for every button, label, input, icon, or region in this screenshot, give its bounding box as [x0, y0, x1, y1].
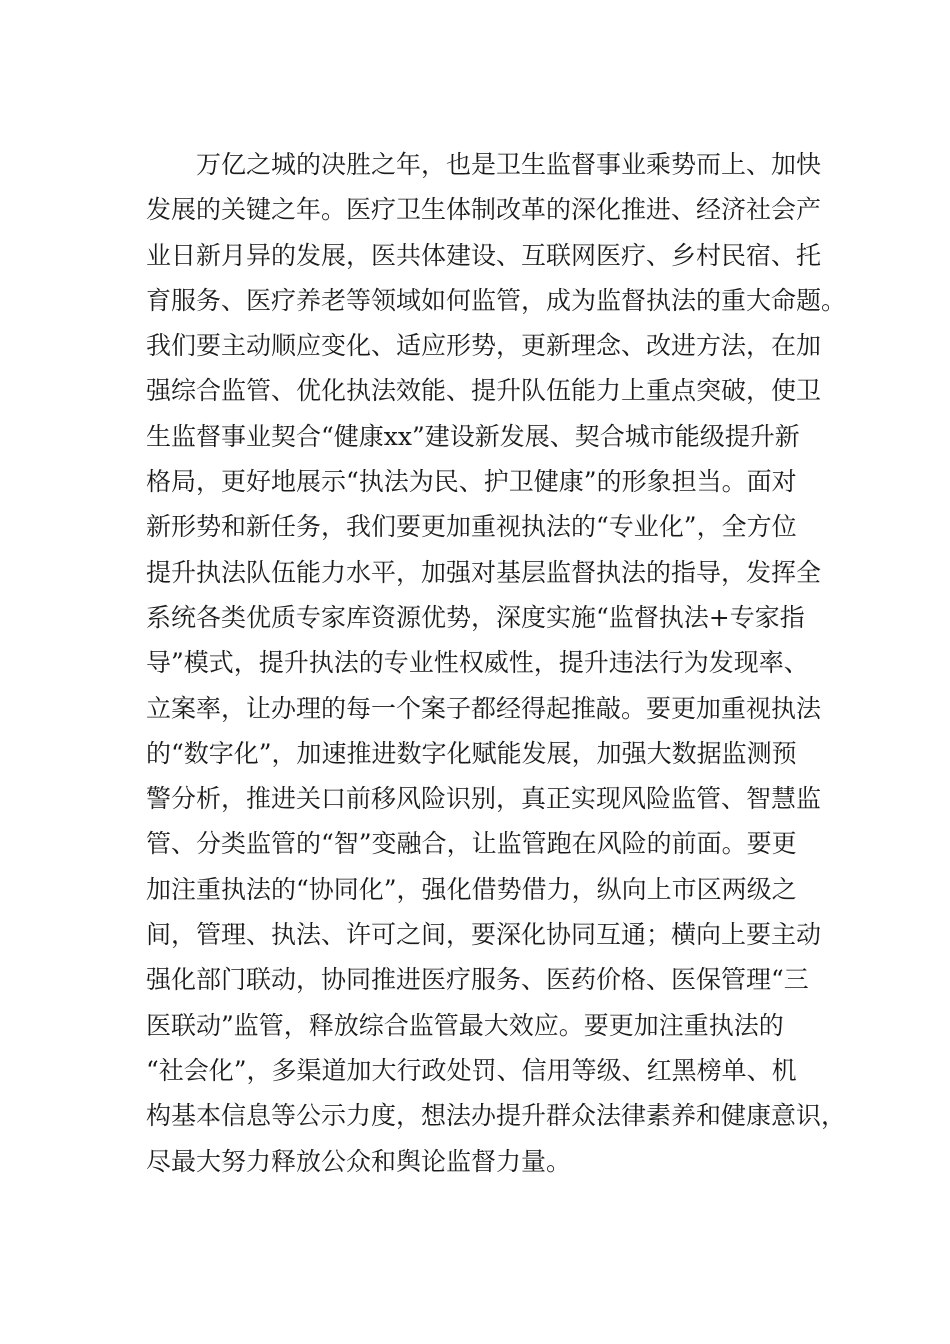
text-line: 警分析，推进关口前移风险识别，真正实现风险监管、智慧监 — [146, 784, 822, 814]
text-line: 立案率，让办理的每一个案子都经得起推敲。要更加重视执法 — [146, 693, 822, 723]
text-line: 的“数字化”，加速推进数字化赋能发展，加强大数据监测预 — [146, 738, 797, 768]
text-line: 生监督事业契合“健康xx”建设新发展、契合城市能级提升新 — [146, 421, 800, 451]
text-line: 提升执法队伍能力水平，加强对基层监督执法的指导，发挥全 — [146, 557, 822, 587]
text-line: 业日新月异的发展，医共体建设、互联网医疗、乡村民宿、托 — [146, 240, 822, 270]
text-line: 万亿之城的决胜之年，也是卫生监督事业乘势而上、加快 — [146, 150, 822, 179]
text-line: 医联动”监管，释放综合监管最大效应。要更加注重执法的 — [146, 1010, 784, 1040]
text-line: 我们要主动顺应变化、适应形势，更新理念、改进方法，在加 — [146, 331, 822, 361]
text-line: 发展的关键之年。医疗卫生体制改革的深化推进、经济社会产 — [146, 195, 822, 225]
text-line: 导”模式，提升执法的专业性权威性，提升违法行为发现率、 — [146, 648, 809, 678]
text-line: 构基本信息等公示力度，想法办提升群众法律素养和健康意识， — [146, 1101, 847, 1131]
text-line: 系统各类优质专家库资源优势，深度实施“监督执法+专家指 — [146, 602, 805, 632]
text-line: “社会化”，多渠道加大行政处罚、信用等级、红黑榜单、机 — [146, 1055, 797, 1085]
text-line: 间，管理、执法、许可之间，要深化协同互通；横向上要主动 — [146, 920, 822, 950]
text-line: 管、分类监管的“智”变融合，让监管跑在风险的前面。要更 — [146, 829, 797, 859]
text-line: 加注重执法的“协同化”，强化借势借力，纵向上市区两级之 — [146, 874, 797, 904]
text-line: 育服务、医疗养老等领域如何监管，成为监督执法的重大命题。 — [146, 285, 847, 315]
text-line: 新形势和新任务，我们要更加重视执法的“专业化”，全方位 — [146, 512, 797, 542]
body-paragraph — [146, 142, 846, 1184]
text-line: 格局，更好地展示“执法为民、护卫健康”的形象担当。面对 — [146, 467, 797, 497]
text-line: 强综合监管、优化执法效能、提升队伍能力上重点突破，使卫 — [146, 376, 822, 406]
text-line: 强化部门联动，协同推进医疗服务、医药价格、医保管理“三 — [146, 965, 809, 995]
text-line: 尽最大努力释放公众和舆论监督力量。 — [146, 1146, 572, 1176]
